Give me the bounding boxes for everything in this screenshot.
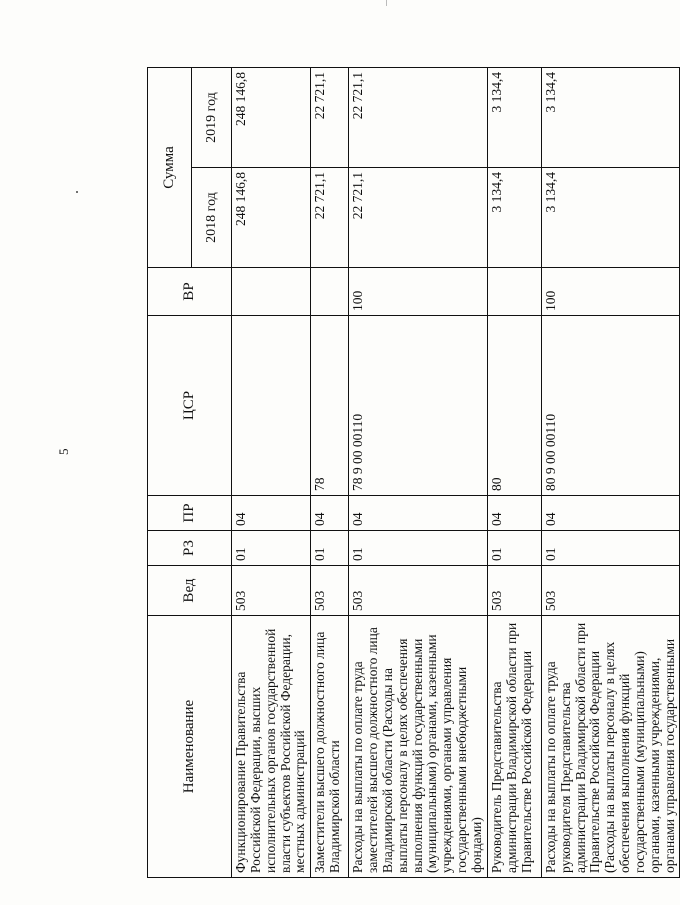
row-2019: 248 146,8	[232, 67, 311, 167]
row-pr: 04	[349, 496, 488, 531]
row-2018: 22 721,1	[349, 168, 488, 268]
row-vr	[311, 268, 349, 316]
row-ved: 503	[487, 566, 541, 616]
row-2018: 3 134,4	[487, 168, 541, 268]
row-vr: 100	[349, 268, 488, 316]
row-ved: 503	[541, 566, 680, 616]
row-csr: 78 9 00 00110	[349, 316, 488, 496]
header-vr: ВР	[148, 268, 232, 316]
row-name: Заместители высшего должностного лица Владимирской области	[311, 616, 349, 878]
header-2019: 2019 год	[192, 67, 232, 167]
scan-dot	[76, 191, 78, 193]
row-pr: 04	[232, 496, 311, 531]
row-name: Расходы на выплаты по оплате труда руководителя Представительства администрации Владимирской области при Правительстве Российской Федерации (Расходы на выплаты персоналу в целях обеспечения выполнения функций государственными (муниципальными) органами, казенными учреждениями, органами управления государственными	[541, 616, 680, 878]
row-2018: 3 134,4	[541, 168, 680, 268]
header-sum: Сумма	[148, 67, 192, 267]
table-row	[349, 67, 488, 877]
page-number: 5	[56, 448, 71, 455]
scan-mark	[386, 0, 387, 6]
row-csr: 80 9 00 00110	[541, 316, 680, 496]
row-2019: 3 134,4	[487, 67, 541, 167]
table-row	[541, 67, 680, 877]
row-2019: 22 721,1	[349, 67, 488, 167]
row-2019: 22 721,1	[311, 67, 349, 167]
row-ved: 503	[232, 566, 311, 616]
row-2019: 3 134,4	[541, 67, 680, 167]
row-csr: 80	[487, 316, 541, 496]
row-name: Руководитель Представительства администрации Владимирской области при Правительстве Российской Федерации	[487, 616, 541, 878]
header-pr: ПР	[148, 496, 232, 531]
row-ved: 503	[349, 566, 488, 616]
header-csr: ЦСР	[148, 316, 232, 496]
budget-table-rotated	[147, 68, 677, 878]
header-name: Наименование	[148, 616, 232, 878]
row-name: Расходы на выплаты по оплате труда заместителей высшего должностного лица Владимирской области (Расходы на выплаты персоналу в целях обеспечения выполнения функций государственными (муниципальными) органами, казенными учреждениями, органами управления государственными внебюджетными фондами)	[349, 616, 488, 878]
row-rz: 01	[232, 531, 311, 566]
row-2018: 248 146,8	[232, 168, 311, 268]
row-csr	[232, 316, 311, 496]
row-rz: 01	[311, 531, 349, 566]
row-vr	[487, 268, 541, 316]
row-ved: 503	[311, 566, 349, 616]
row-pr: 04	[311, 496, 349, 531]
row-pr: 04	[541, 496, 680, 531]
row-csr: 78	[311, 316, 349, 496]
table-row	[487, 67, 541, 877]
table-row	[311, 67, 349, 877]
budget-table	[147, 67, 680, 878]
table-row	[232, 67, 311, 877]
row-rz: 01	[541, 531, 680, 566]
row-vr: 100	[541, 268, 680, 316]
row-2018: 22 721,1	[311, 168, 349, 268]
row-name: Функционирование Правительства Российской Федерации, высших исполнительных органов государственной власти субъектов Российской Федерации, местных администраций	[232, 616, 311, 878]
header-2018: 2018 год	[192, 168, 232, 268]
header-ved: Вед	[148, 566, 232, 616]
row-rz: 01	[349, 531, 488, 566]
header-rz: РЗ	[148, 531, 232, 566]
row-pr: 04	[487, 496, 541, 531]
row-rz: 01	[487, 531, 541, 566]
row-vr	[232, 268, 311, 316]
